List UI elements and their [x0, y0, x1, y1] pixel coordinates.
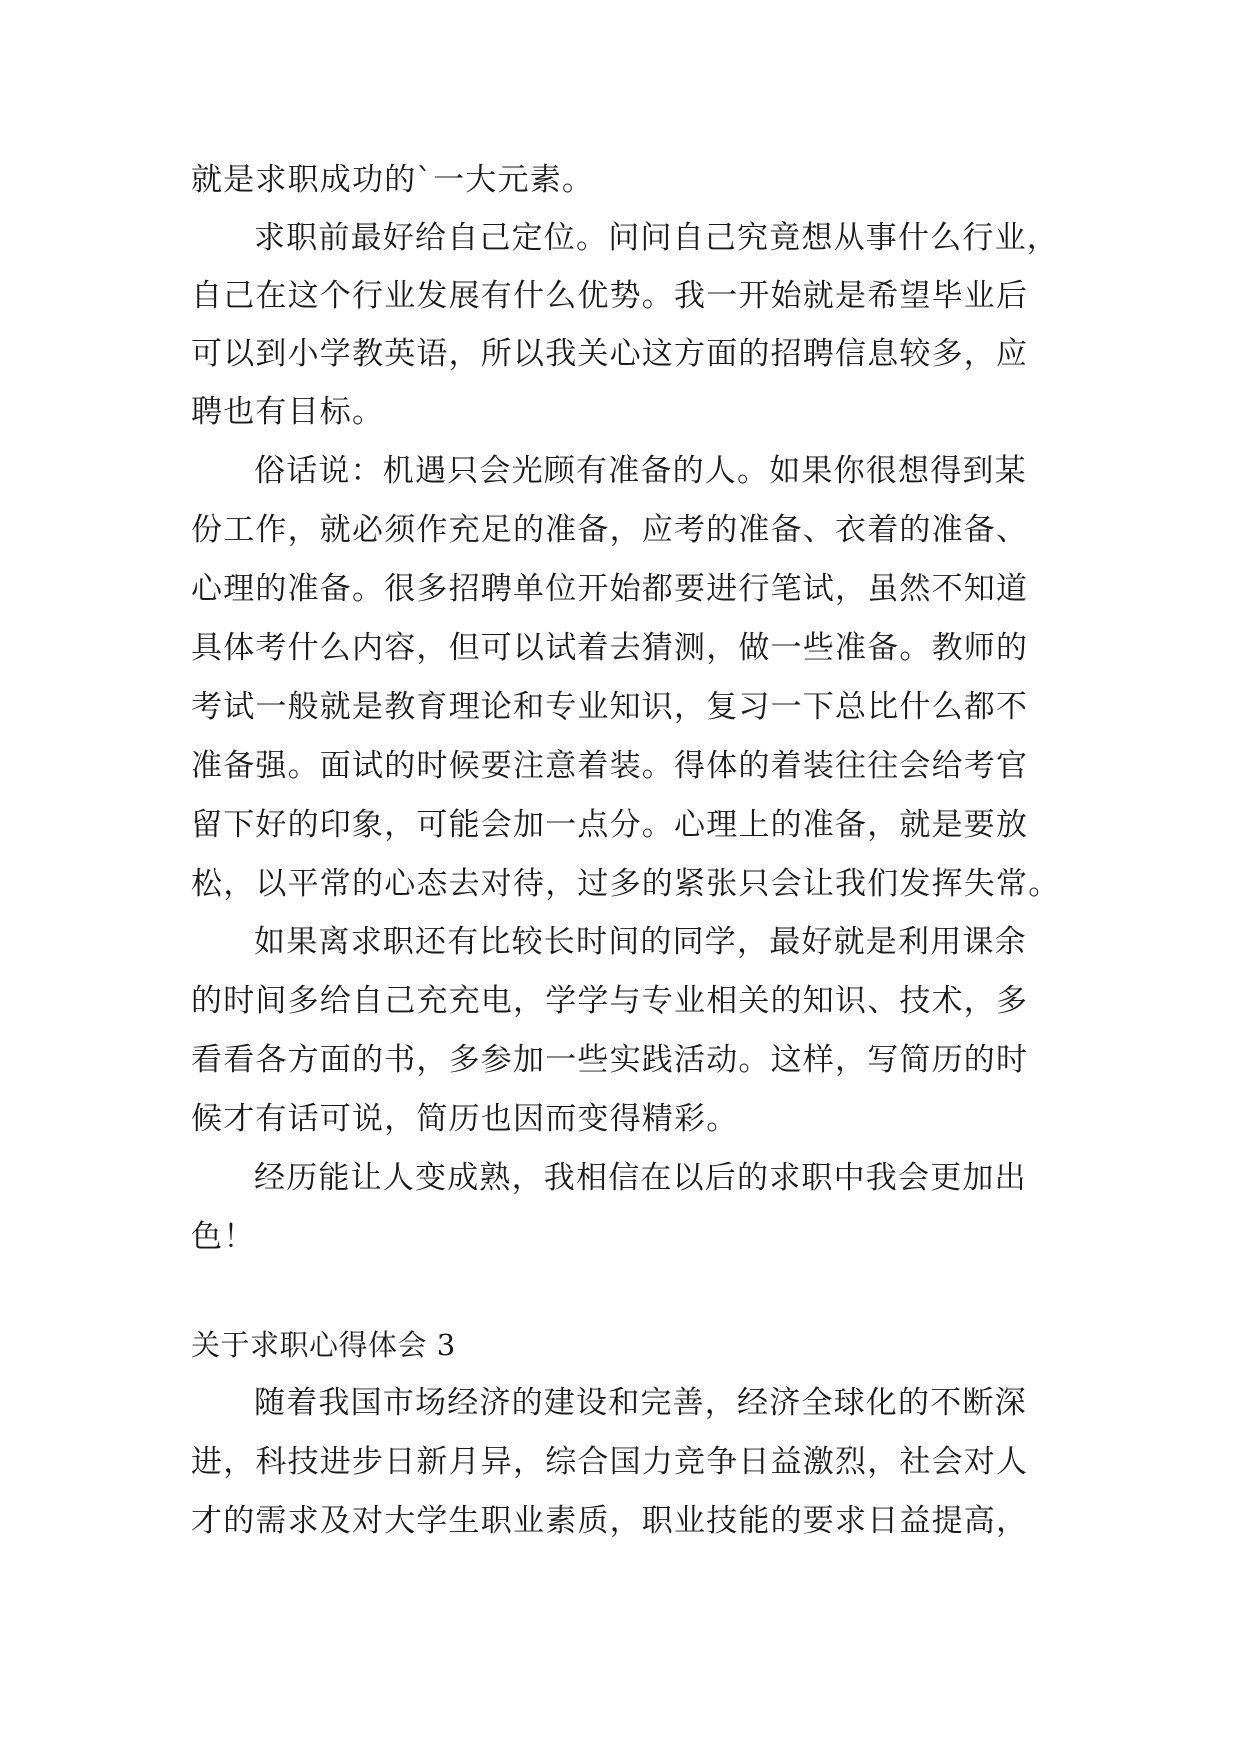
text-line: 心理的准备。很多招聘单位开始都要进行笔试，虽然不知道 [191, 571, 1029, 607]
text-line: 自己在这个行业发展有什么优势。我一开始就是希望毕业后 [191, 278, 1029, 314]
text-line: 如果离求职还有比较长时间的同学，最好就是利用课余 [254, 924, 1027, 960]
text-line: 聘也有目标。 [191, 394, 385, 430]
text-line: 候才有话可说，简历也因而变得精彩。 [191, 1101, 739, 1137]
text-line: 随着我国市场经济的建设和完善，经济全球化的不断深 [254, 1385, 1027, 1421]
text-line: 考试一般就是教育理论和专业知识，复习一下总比什么都不 [191, 689, 1029, 725]
text-line: 松，以平常的心态去对待，过多的紧张只会让我们发挥失常。 [191, 866, 1061, 902]
text-line: 俗话说：机遇只会光顾有准备的人。如果你很想得到某 [254, 453, 1027, 489]
text-line: 色！ [191, 1219, 256, 1255]
text-line: 的时间多给自己充充电，学学与专业相关的知识、技术，多 [191, 983, 1029, 1019]
section-heading: 关于求职心得体会 3 [191, 1328, 456, 1362]
text-line: 看看各方面的书，多参加一些实践活动。这样，写简历的时 [191, 1042, 1029, 1078]
text-line: 进，科技进步日新月异，综合国力竞争日益激烈，社会对人 [191, 1444, 1029, 1480]
text-line: 求职前最好给自己定位。问问自己究竟想从事什么行业， [254, 220, 1059, 256]
text-line: 可以到小学教英语，所以我关心这方面的招聘信息较多，应 [191, 336, 1029, 372]
text-line: 才的需求及对大学生职业素质，职业技能的要求日益提高， [191, 1503, 1029, 1539]
text-line: 份工作，就必须作充足的准备，应考的准备、衣着的准备、 [191, 512, 1029, 548]
text-line: 具体考什么内容，但可以试着去猜测，做一些准备。教师的 [191, 630, 1029, 666]
text-line: 经历能让人变成熟，我相信在以后的求职中我会更加出 [254, 1160, 1027, 1196]
text-line: 就是求职成功的`一大元素。 [191, 162, 595, 198]
text-line: 留下好的印象，可能会加一点分。心理上的准备，就是要放 [191, 807, 1029, 843]
text-line: 准备强。面试的时候要注意着装。得体的着装往往会给考官 [191, 748, 1029, 784]
